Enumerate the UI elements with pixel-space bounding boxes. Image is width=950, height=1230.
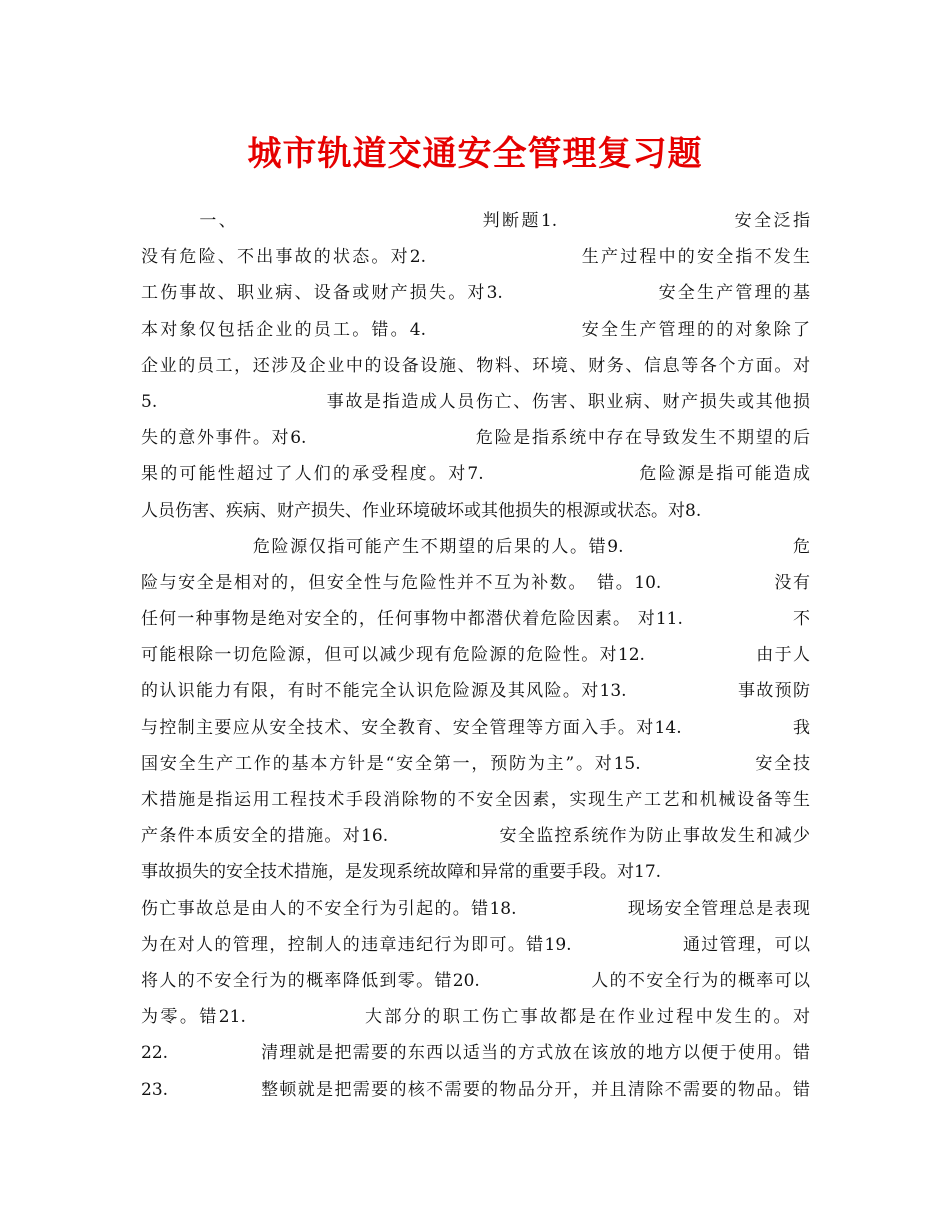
text-line: 果的可能性超过了人们的承受程度。对7. 危险源是指可能造成 [141, 464, 810, 485]
text-line: 可能根除一切危险源，但可以减少现有危险源的危险性。对12. 由于人 [141, 645, 810, 666]
text-line: 术措施是指运用工程技术手段消除物的不安全因素，实现生产工艺和机械设备等生 [141, 790, 810, 810]
document-title: 城市轨道交通安全管理复习题 [247, 134, 703, 174]
text-line: 危险源仅指可能产生不期望的后果的人。错9. 危 [141, 536, 810, 557]
text-line: 为零。错21. 大部分的职工伤亡事故都是在作业过程中发生的。对 [141, 1007, 810, 1028]
text-line: 企业的员工，还涉及企业中的设备设施、物料、环境、财务、信息等各个方面。对 [141, 355, 810, 376]
text-line: 产条件本质安全的措施。对16. 安全监控系统作为防止事故发生和减少 [141, 826, 810, 847]
text-line: 23. 整顿就是把需要的核不需要的物品分开，并且清除不需要的物品。错 [141, 1079, 810, 1100]
text-line: 一、 判断题1. 安全泛指 [141, 211, 810, 231]
text-line: 与控制主要应从安全技术、安全教育、安全管理等方面入手。对14. 我 [141, 717, 810, 738]
text-line: 事故损失的安全技术措施，是发现系统故障和异常的重要手段。对17. [141, 862, 662, 883]
text-line: 为在对人的管理，控制人的违章违纪行为即可。错19. 通过管理，可以 [141, 934, 810, 955]
text-line: 的认识能力有限，有时不能完全认识危险源及其风险。对13. 事故预防 [141, 681, 810, 702]
text-line: 伤亡事故总是由人的不安全行为引起的。错18. 现场安全管理总是表现 [141, 898, 810, 919]
text-line: 22. 清理就是把需要的东西以适当的方式放在该放的地方以便于使用。错 [141, 1043, 810, 1064]
text-line: 任何一种事物是绝对安全的，任何事物中都潜伏着危险因素。 对11. 不 [141, 609, 810, 630]
text-line: 失的意外事件。对6. 危险是指系统中存在导致发生不期望的后 [141, 428, 810, 449]
text-line: 本对象仅包括企业的员工。错。4. 安全生产管理的的对象除了 [141, 319, 810, 340]
text-line: 工伤事故、职业病、设备或财产损失。对3. 安全生产管理的基 [141, 283, 810, 304]
text-line: 人员伤害、疾病、财产损失、作业环境破坏或其他损失的根源或状态。对8. [141, 500, 702, 521]
text-line: 将人的不安全行为的概率降低到零。错20. 人的不安全行为的概率可以 [141, 970, 810, 991]
text-line: 5. 事故是指造成人员伤亡、伤害、职业病、财产损失或其他损 [141, 391, 810, 412]
text-line: 险与安全是相对的，但安全性与危险性并不互为补数。 错。10. 没有 [141, 572, 810, 593]
document-body [141, 203, 810, 1108]
text-line: 国安全生产工作的基本方针是“安全第一，预防为主”。对15. 安全技 [141, 753, 810, 774]
text-line: 没有危险、不出事故的状态。对2. 生产过程中的安全指不发生 [141, 247, 810, 268]
